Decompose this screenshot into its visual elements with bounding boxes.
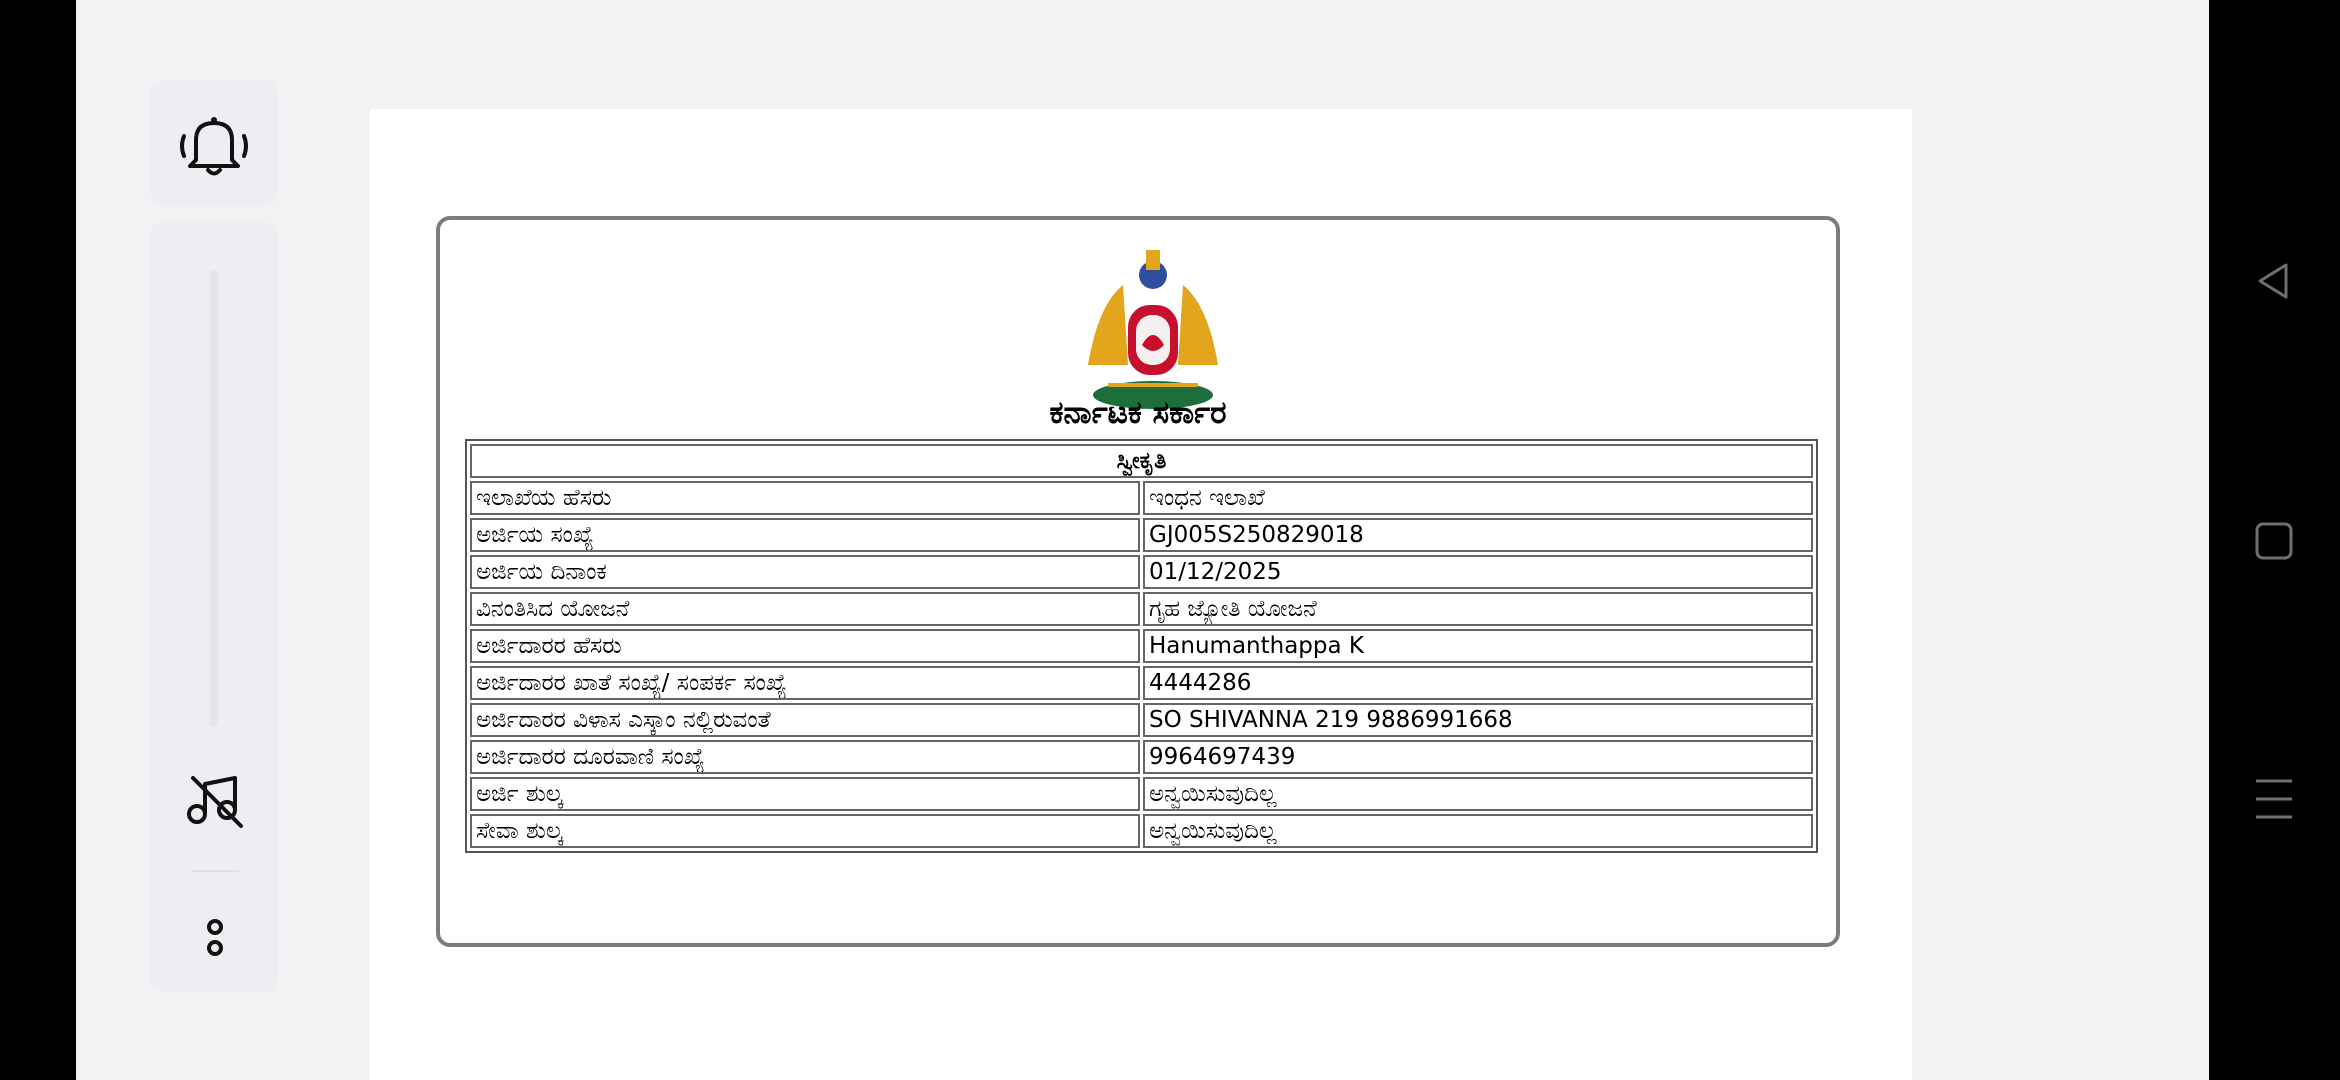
table-row <box>470 481 1813 515</box>
more-options-button[interactable] <box>195 910 235 970</box>
row-label: ಅರ್ಜಿದಾರರ ವಿಳಾಸ ಎಸ್ಕಾಂ ನಲ್ಲಿರುವಂತೆ <box>470 703 1140 737</box>
row-value: 4444286 <box>1143 666 1813 700</box>
table-row <box>470 518 1813 552</box>
table-header-row <box>470 444 1813 478</box>
panel-divider <box>191 870 239 872</box>
table-row <box>470 740 1813 774</box>
left-screen-edge <box>0 0 76 1080</box>
row-label: ಅರ್ಜಿದಾರರ ಖಾತೆ ಸಂಖ್ಯೆ/ ಸಂಪರ್ಕ ಸಂಖ್ಯೆ <box>470 666 1140 700</box>
row-value: ಅನ್ವಯಿಸುವುದಿಲ್ಲ <box>1143 777 1813 811</box>
table-row <box>470 629 1813 663</box>
row-label: ವಿನಂತಿಸಿದ ಯೋಜನೆ <box>470 592 1140 626</box>
menu-icon <box>2254 777 2294 821</box>
back-button[interactable] <box>2245 252 2303 310</box>
row-label: ಅರ್ಜಿದಾರರ ಹೆಸರು <box>470 629 1140 663</box>
row-value: Hanumanthappa K <box>1143 629 1813 663</box>
row-value: 01/12/2025 <box>1143 555 1813 589</box>
table-row <box>470 592 1813 626</box>
row-label: ಅರ್ಜಿ ಶುಲ್ಕ <box>470 777 1140 811</box>
row-value: 9964697439 <box>1143 740 1813 774</box>
row-value: ಅನ್ವಯಿಸುವುದಿಲ್ಲ <box>1143 814 1813 848</box>
table-heading: ಸ್ವೀಕೃತಿ <box>470 444 1813 478</box>
volume-slider[interactable] <box>210 270 218 726</box>
table-row <box>470 777 1813 811</box>
table-row <box>470 814 1813 848</box>
row-label: ಸೇವಾ ಶುಲ್ಕ <box>470 814 1140 848</box>
table-row <box>470 666 1813 700</box>
row-value: SO SHIVANNA 219 9886991668 <box>1143 703 1813 737</box>
row-value: GJ005S250829018 <box>1143 518 1813 552</box>
back-icon <box>2254 261 2294 301</box>
bell-icon <box>150 80 278 206</box>
row-label: ಇಲಾಖೆಯ ಹೆಸರು <box>470 481 1140 515</box>
row-label: ಅರ್ಜಿಯ ಸಂಖ್ಯೆ <box>470 518 1140 552</box>
home-icon <box>2254 521 2294 561</box>
government-title: ಕರ್ನಾಟಕ ಸರ್ಕಾರ <box>1049 395 1227 431</box>
music-off-icon <box>175 770 255 830</box>
karnataka-emblem <box>1068 245 1238 420</box>
recents-button[interactable] <box>2245 770 2303 828</box>
row-value: ಗೃಹ ಜ್ಯೋತಿ ಯೋಜನೆ <box>1143 592 1813 626</box>
table-row <box>470 555 1813 589</box>
more-icon <box>195 910 235 970</box>
row-label: ಅರ್ಜಿದಾರರ ದೂರವಾಣಿ ಸಂಖ್ಯೆ <box>470 740 1140 774</box>
home-button[interactable] <box>2245 512 2303 570</box>
row-label: ಅರ್ಜಿಯ ದಿನಾಂಕ <box>470 555 1140 589</box>
row-value: ಇಂಧನ ಇಲಾಖೆ <box>1143 481 1813 515</box>
ring-mode-button[interactable] <box>150 80 278 206</box>
acknowledgement-table <box>465 439 1818 853</box>
media-mute-button[interactable] <box>175 770 255 830</box>
table-row <box>470 703 1813 737</box>
